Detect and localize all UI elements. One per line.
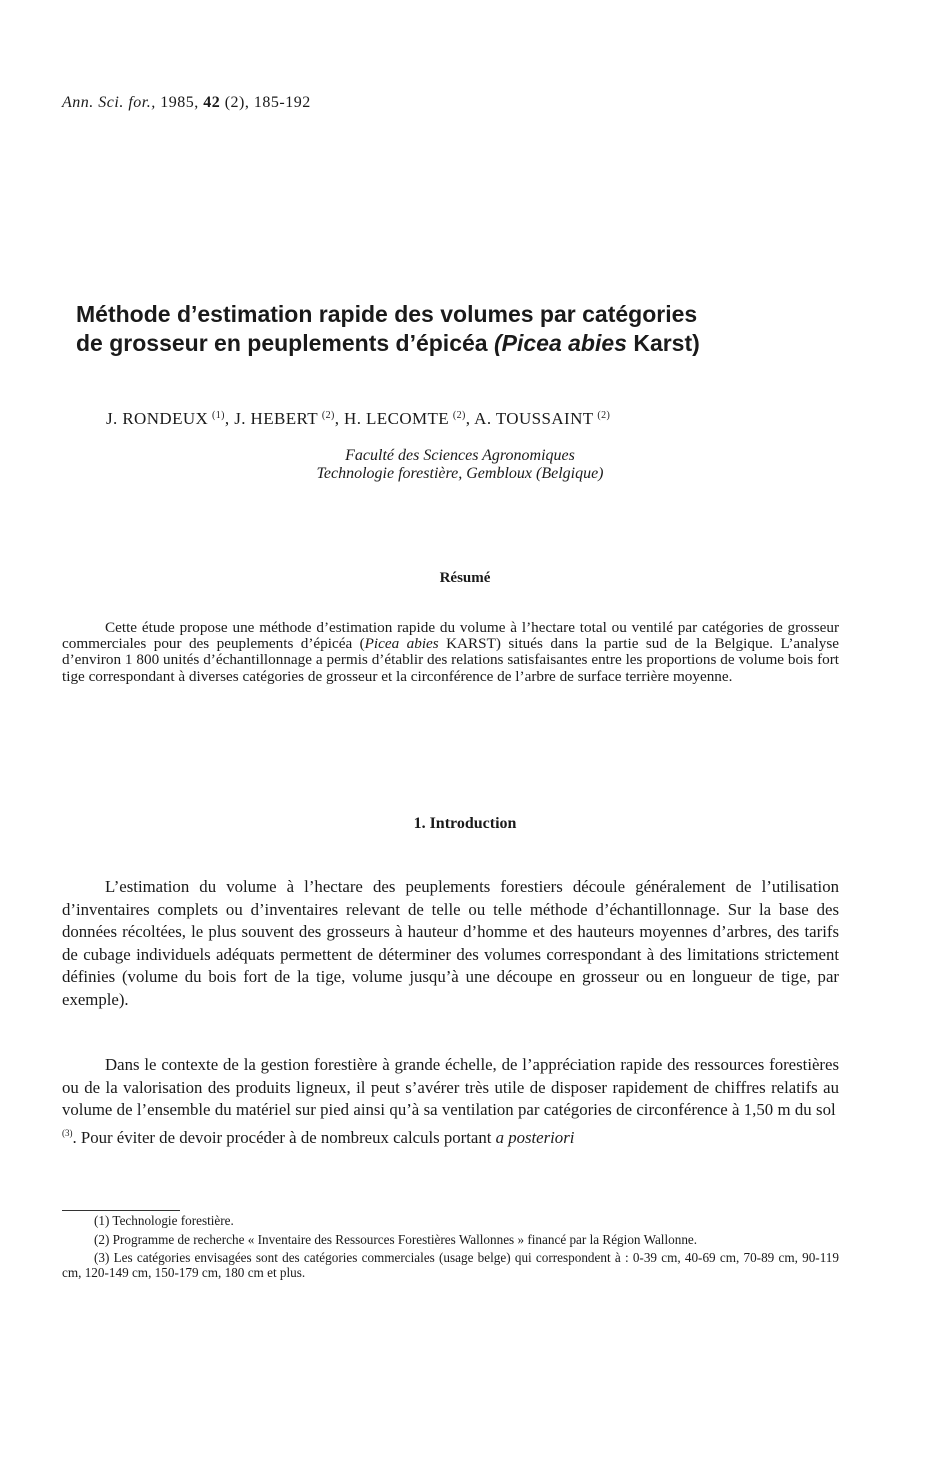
journal-issue-pages: (2), 185-192 — [224, 94, 311, 111]
footnote: (3) Les catégories envisagées sont des catégories commerciales (usage belge) qui correspondent à : 0-39 cm, 40-69 cm, 70-89 cm, 90-119 cm, 120-149 cm, 150-179 cm, 180 cm et plus. — [62, 1250, 839, 1280]
italic-term: a posteriori — [495, 1127, 575, 1147]
abstract-species: Picea abies — [364, 635, 439, 653]
journal-citation — [62, 94, 311, 112]
paragraph: Dans le contexte de la gestion forestière à grande échelle, de l’appréciation rapide des ressources forestières ou de la valorisation des produits ligneux, il peut s’avérer très utile de disposer rapidement de chiffres relatifs au volume de l’ensemble du matériel sur pied ainsi qu’à sa ventilation par catégories de circonférence à 1,50 m du sol $^{(3)}$. Pour éviter de devoir procéder à de nombreux calculs portant a posteriori — [62, 1055, 839, 1147]
affiliation-line-1: Faculté des Sciences Agronomiques — [345, 447, 575, 464]
footnotes — [62, 1214, 839, 1284]
section-heading-introduction: 1. Introduction — [413, 815, 517, 832]
footnote-ref: (3) — [62, 1127, 73, 1138]
title-species: (Picea abies — [493, 330, 627, 356]
author-list: J. RONDEUX $^{(1)}$, J. HEBERT $^{(2)}$, H. LECOMTE $^{(2)}$, A. TOUSSAINT $^{(2)}$ — [106, 409, 611, 428]
paragraph: L’estimation du volume à l’hectare des peuplements forestiers découle généralement de l’utilisation d’inventaires complets ou d’inventaires relevant de telle ou telle méthode d’échantillonnage. Sur la base des données récoltées, le plus souvent des grosseurs à hauteur d’homme et des hauteurs moyennes d’arbres, des tarifs de cubage individuels adéquats permettent de déterminer des volumes correspondant à des limitations strictement définies (volume du bois fort de la tige, volume jusqu’à une découpe en grosseur ou en longueur de tige, par exemple). — [62, 877, 839, 1009]
author: A. TOUSSAINT — [474, 409, 594, 428]
title-line-1: Méthode d’estimation rapide des volumes par catégories — [76, 301, 698, 327]
footnote-separator — [62, 1210, 180, 1211]
journal-year: 1985, — [160, 94, 199, 111]
abstract-heading: Résumé — [439, 570, 491, 586]
author-mark: (2) — [452, 410, 466, 421]
journal-volume: 42 — [203, 94, 221, 111]
paper-title — [76, 300, 866, 358]
author-mark: (1) — [212, 410, 225, 421]
footnote: (2) Programme de recherche « Inventaire des Ressources Forestières Wallonnes » financé par la Région Wallonne. — [94, 1231, 698, 1247]
journal-abbrev: Ann. Sci. for., — [62, 94, 156, 111]
abstract-body: Cette étude propose une méthode d’estimation rapide du volume à l’hectare total ou ventilé par catégories de grosseur commerciales pour des peuplements d’épicéa (Picea abies KARST) situés dans la partie sud de la Belgique. L’analyse d’environ 1 800 unités d’échantillonnage a permis d’établir des relations satisfaisantes entre les proportions de volume bois fort tige correspondant à diverses catégories de grosseur et la circonférence de l’arbre de surface terrière moyenne. — [62, 619, 839, 685]
author: J. HEBERT — [234, 409, 319, 428]
author-mark: (2) — [597, 410, 611, 421]
footnote: (1) Technologie forestière. — [94, 1213, 234, 1228]
author: H. LECOMTE — [344, 409, 450, 428]
author-mark: (2) — [321, 410, 335, 421]
affiliation-line-2: Technologie forestière, Gembloux (Belgique) — [316, 465, 604, 482]
author: J. RONDEUX — [106, 409, 209, 428]
title-line-2: de grosseur en peuplements d’épicéa (Picea abies Karst) — [76, 330, 700, 356]
